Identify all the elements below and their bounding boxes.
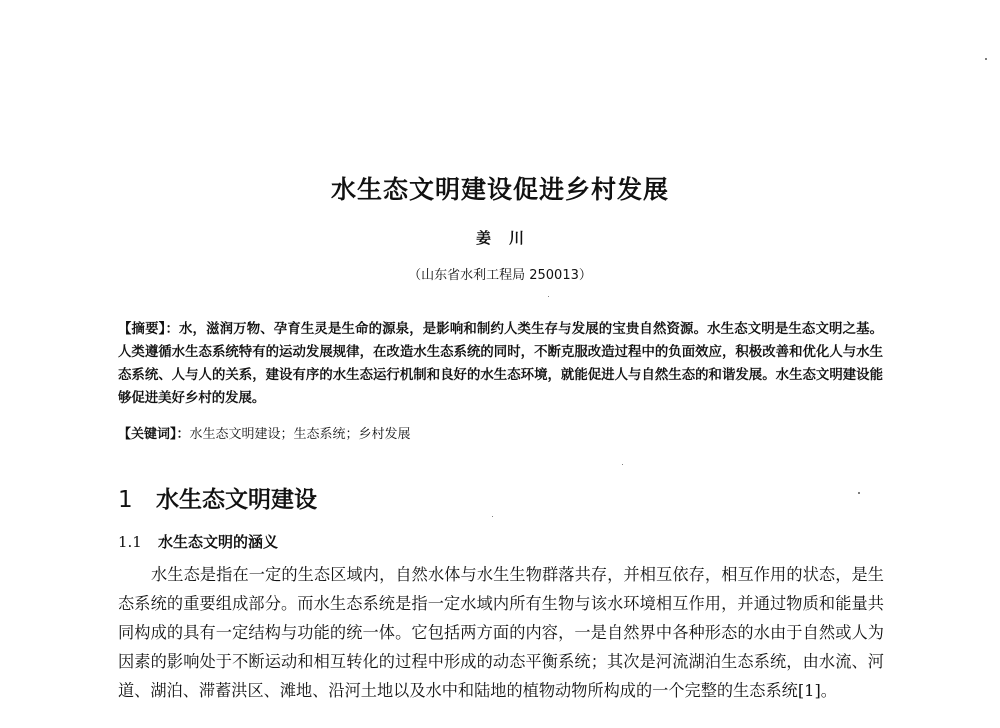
subsection-heading bbox=[118, 531, 278, 552]
paper-author: 姜川 bbox=[475, 229, 542, 247]
section-number: 1 bbox=[118, 487, 133, 513]
body-paragraph: 水生态是指在一定的生态区域内，自然水体与水生生物群落共存，并相互依存，相互作用的状态，是生态系统的重要组成部分。而水生态系统是指一定水域内所有生物与该水环境相互作用，并通过物质和能量共同构成的具有一定结构与功能的统一体。它包括两方面的内容，一是自然界中各种形态的水由于自然或人为因素的影响处于不断运动和相互转化的过程中形成的动态平衡系统；其次是河流湖泊生态系统，由水流、河道、湖泊、滞蓄洪区、滩地、沿河土地以及水中和陆地的植物动物所构成的一个完整的生态系统[1]。 bbox=[118, 565, 884, 700]
scan-speck bbox=[985, 58, 987, 60]
scan-speck bbox=[622, 464, 623, 465]
keywords-text: 水生态文明建设；生态系统；乡村发展 bbox=[189, 427, 411, 442]
keywords bbox=[118, 424, 883, 446]
scan-speck bbox=[492, 516, 493, 517]
subsection-title: 水生态文明的涵义 bbox=[158, 533, 279, 551]
abstract bbox=[118, 318, 883, 410]
subsection-number: 1.1 bbox=[118, 533, 142, 551]
scan-speck bbox=[548, 296, 549, 297]
section-title: 水生态文明建设 bbox=[156, 487, 317, 513]
section-heading bbox=[118, 481, 317, 514]
author-affiliation: （山东省水利工程局 250013） bbox=[408, 268, 592, 283]
paper-title: 水生态文明建设促进乡村发展 bbox=[330, 175, 669, 204]
scan-speck bbox=[858, 492, 860, 494]
abstract-text: 水，滋润万物、孕育生灵是生命的源泉，是影响和制约人类生存与发展的宝贵自然资源。水生态文明是生态文明之基。人类遵循水生态系统特有的运动发展规律，在改造水生态系统的同时，不断克服改造过程中的负面效应，积极改善和优化人与水生态系统、人与人的关系，建设有序的水生态运行机制和良好的水生态环境，就能促进人与自然生态的和谐发展。水生态文明建设能够促进美好乡村的发展。 bbox=[118, 322, 883, 406]
abstract-label: 【摘要】： bbox=[118, 322, 180, 337]
keywords-label: 【关键词】： bbox=[118, 427, 190, 442]
